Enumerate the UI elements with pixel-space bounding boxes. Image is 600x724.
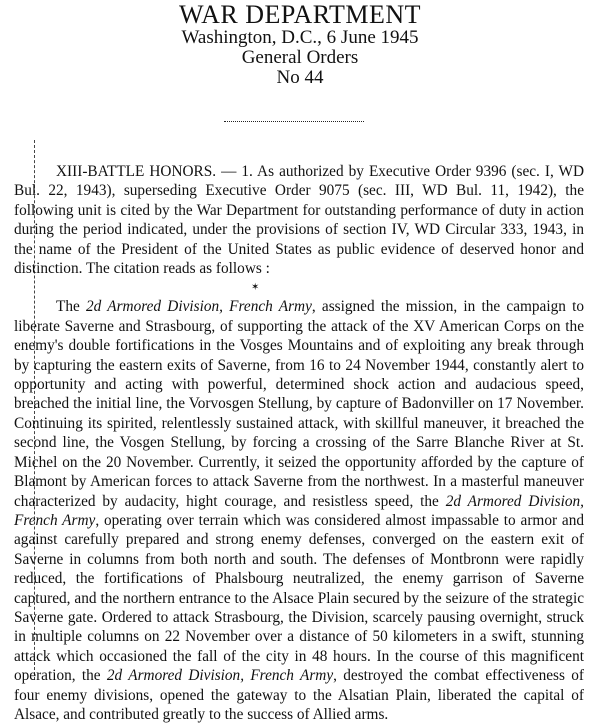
department-title: WAR DEPARTMENT <box>178 0 422 29</box>
citation-paragraph <box>14 297 584 724</box>
unit-name: 2d Armored Division, French Army <box>106 667 334 685</box>
battle-honors-paragraph <box>14 162 584 278</box>
section-intro: As authorized by Executive Order 9396 (sec. I, WD Bul. 22, 1943), superseding Executive Order 9075 (sec. III, WD Bul. 11, 1942), the following unit is cited by the War Department for outstanding performance of duty in action during the period indicated, under the provisions of section IV, WD Circular 333, 1943, in the name of the President of the United States as public evidence of deserved honor and distinction. The citation reads as follows : <box>14 163 584 278</box>
place-date: Washington, D.C., 6 June 1945 <box>181 27 419 48</box>
document-header <box>0 2 600 88</box>
document-body <box>14 162 584 724</box>
unit-name: 2d Armored Division, French Army <box>14 492 584 529</box>
citation-text-3: , destroyed the combat effectiveness of four enemy divisions, opened the gateway to the Alsatian Plain, liberated the capital of Alsace, and contributed greatly to the success of Allied arms. <box>14 667 584 723</box>
dotted-separator <box>224 121 364 124</box>
citation-text-2: , operating over terrain which was considered almost impassable to armor and against carefully prepared and strong enemy defenses, converged on the eastern exit of Saverne in columns from both north and south. The defenses of Montbronn were rapidly reduced, the fortifications of Phalsbourg neutralized, the enemy garrison of Saverne captured, and the northern entrance to the Alsace Plain secured by the seizure of the strategic Saverne gate. Ordered to attack Strasbourg, the Division, scarcely pausing overnight, struck in multiple columns on 22 November over a distance of 50 kilometers in a swift, stunning attack which occasioned the fall of the city in 48 hours. In the course of this magnificent operation, the <box>14 511 584 685</box>
order-number: No 44 <box>276 67 324 88</box>
stray-mark: ✶ <box>251 282 260 293</box>
orders-label: General Orders <box>241 47 359 68</box>
citation-prefix: The <box>56 298 87 316</box>
section-heading: XIII-BATTLE HONORS. — 1. <box>56 163 253 180</box>
citation-text-1: , assigned the mission, in the campaign to liberate Saverne and Strasbourg, of supporting the attack of the XV American Corps on the enemy's double fortifications in the Vosges Mountains and of exploiting any break through by capturing the eastern exits of Saverne, from 16 to 24 November 1944, constantly alert to opportunity and acting with powerful, determined shock action and audacious speed, breached the initial line, the Vorvosgen Stellung, by capture of Badonviller on 17 November. Continuing its spirited, relentlessly sustained attack, with skillful maneuver, it breached the second line, the Vosgen Stellung, by forcing a crossing of the Sarre Blanche River at St. Michel on the 20 November. Currently, it seized the opportunity afforded by the capture of Blamont by American forces to attack Saverne from the northwest. In a masterful maneuver characterized by audacity, hight courage, and resistless speed, the <box>14 298 584 510</box>
unit-name: 2d Armored Division, French Army <box>86 298 312 316</box>
